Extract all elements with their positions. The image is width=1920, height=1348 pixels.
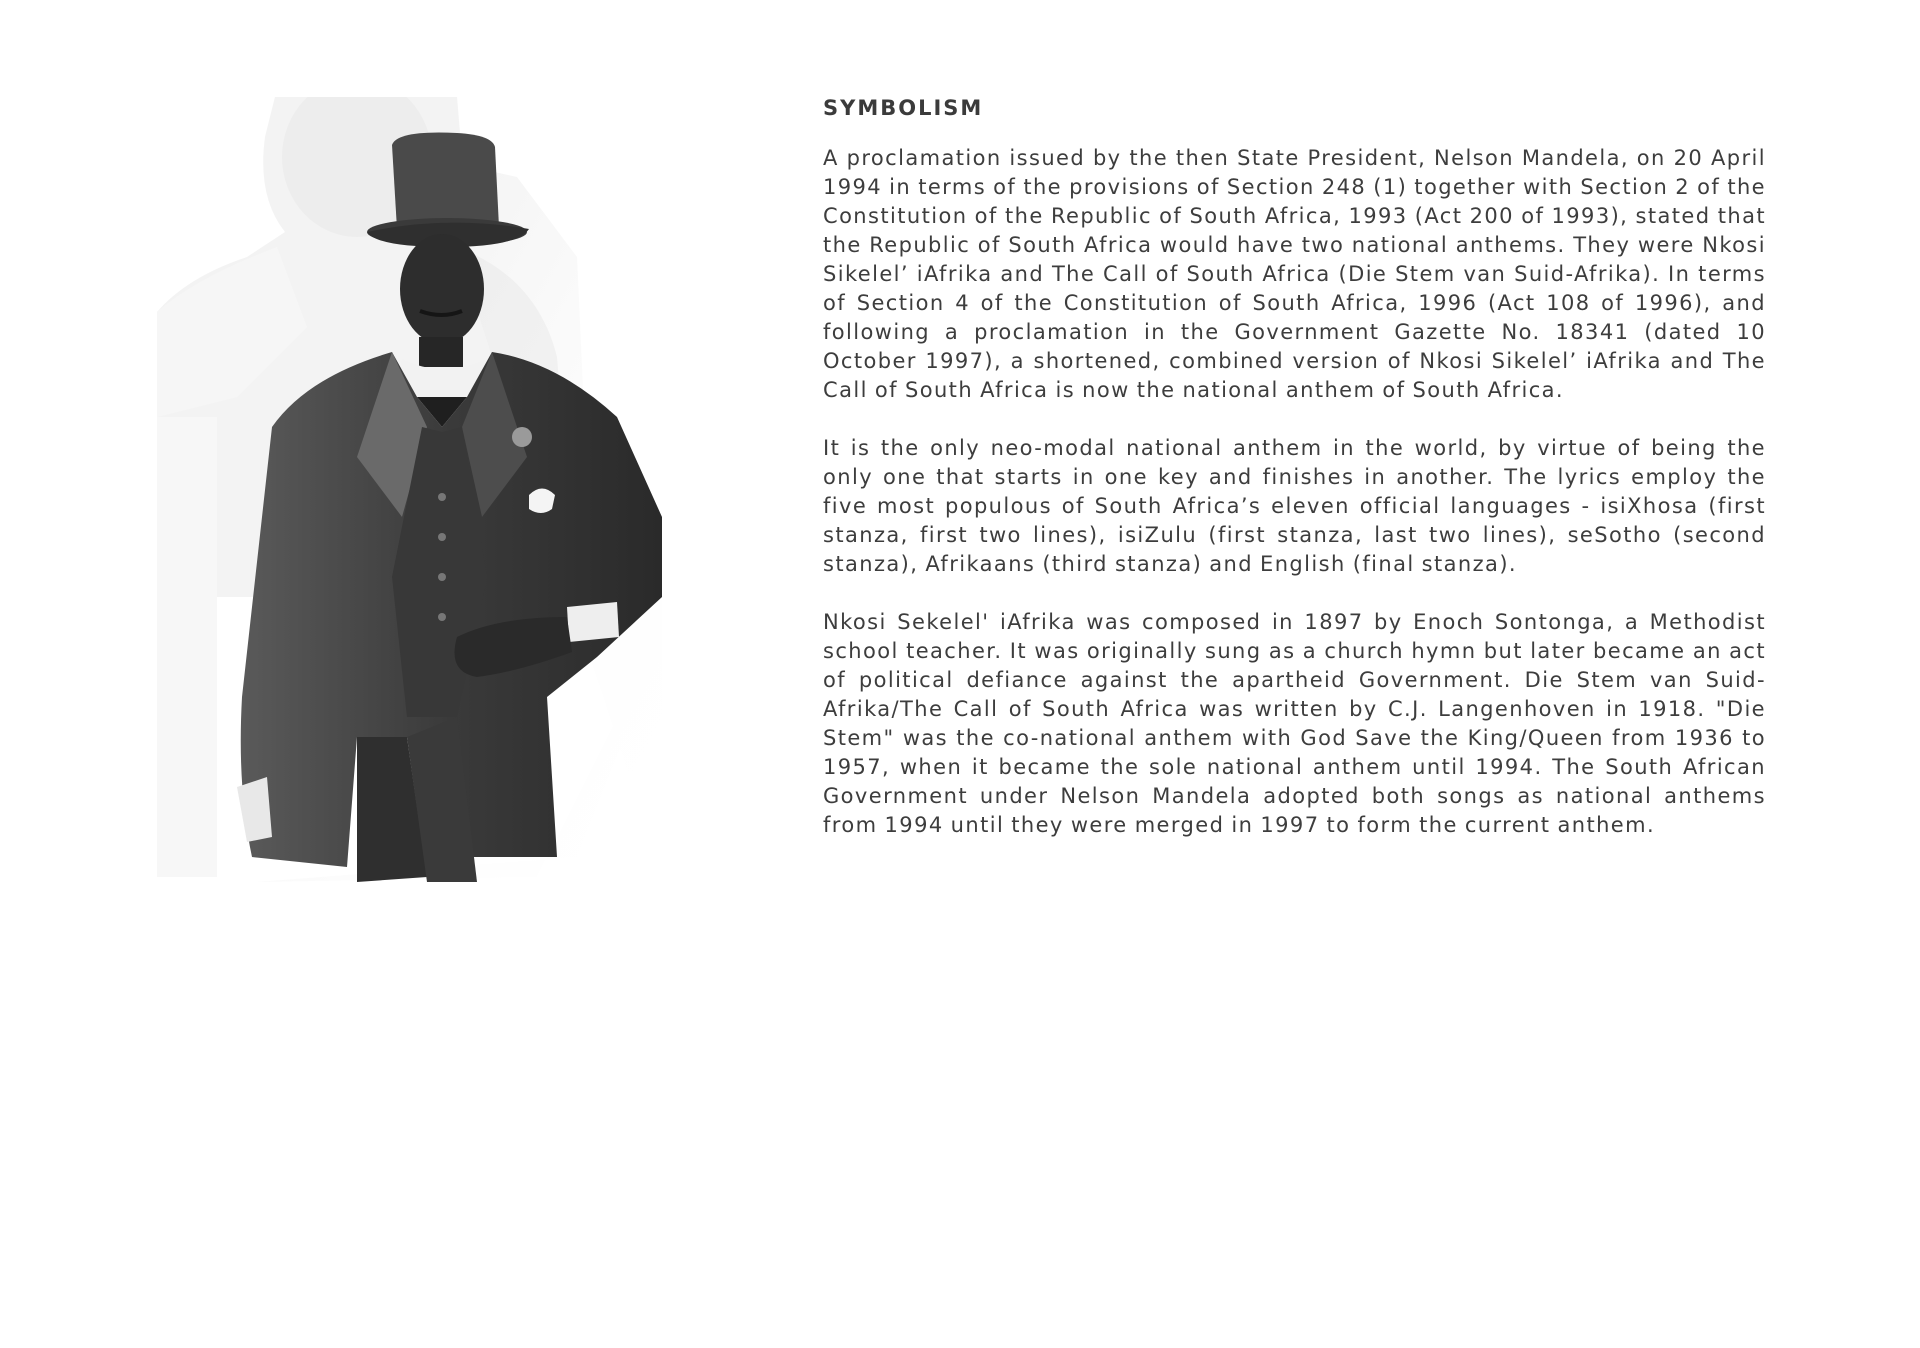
- paragraph-neo-modal: It is the only neo-modal national anthem in the world, by virtue of being the only one that starts in one key and finishes in another. The lyrics employ the five most populous of South Africa’s eleven official languages - isiXhosa (first stanza, first two lines), isiZulu (first stanza, last two lines), seSotho (second stanza), Afrikaans (third stanza) and English (final stanza).: [823, 436, 1766, 576]
- paragraph-history: Nkosi Sekelel' iAfrika was composed in 1897 by Enoch Sontonga, a Methodist school teacher. It was originally sung as a church hymn but later became an act of political defiance against the apartheid Government. Die Stem van Suid-Afrika/The Call of South Africa was written by C.J. Langenhoven in 1918. "Die Stem" was the co-national anthem with God Save the King/Queen from 1936 to 1957, when it became the sole national anthem until 1994. The South African Government under Nelson Mandela adopted both songs as national anthems from 1994 until they were merged in 1997 to form the current anthem.: [823, 610, 1766, 837]
- section-heading: SYMBOLISM: [823, 96, 984, 120]
- portrait-illustration: [157, 97, 662, 882]
- paragraph-proclamation: A proclamation issued by the then State President, Nelson Mandela, on 20 April 1994 in terms of the provisions of Section 248 (1) together with Section 2 of the Constitution of the Republic of South Africa, 1993 (Act 200 of 1993), stated that the Republic of South Africa would have two national anthems. They were Nkosi Sikelel’ iAfrika and The Call of South Africa (Die Stem van Suid-Afrika). In terms of Section 4 of the Constitution of South Africa, 1996 (Act 108 of 1996), and following a proclamation in the Government Gazette No. 18341 (dated 10 October 1997), a shortened, combined version of Nkosi Sikelel’ iAfrika and The Call of South Africa is now the national anthem of South Africa.: [823, 146, 1766, 402]
- text-column: [823, 94, 1766, 869]
- portrait-photo: [157, 97, 662, 882]
